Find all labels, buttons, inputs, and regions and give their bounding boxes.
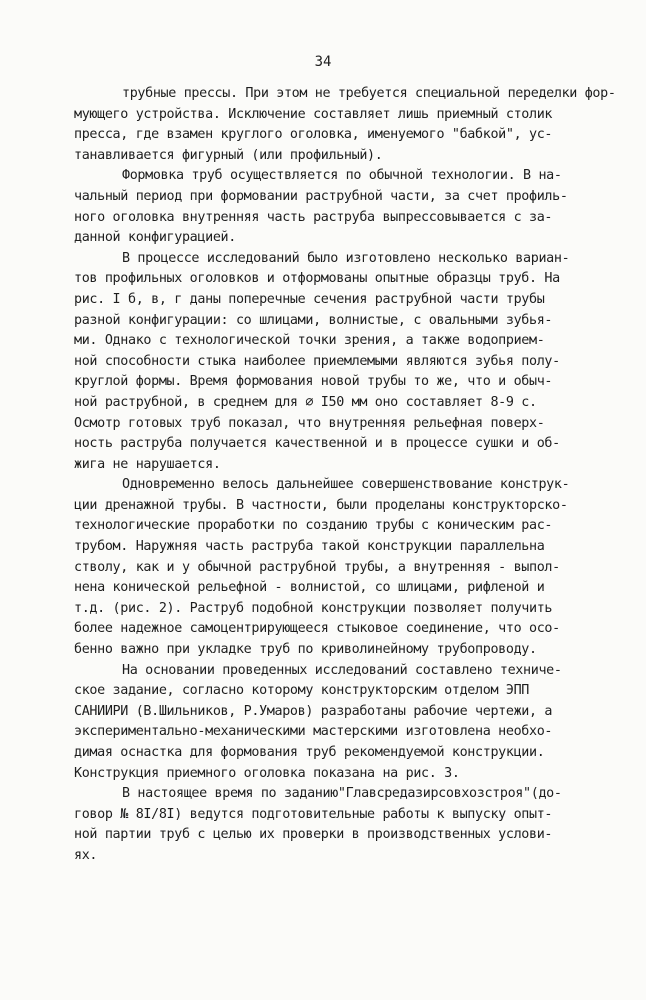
- paragraph: [74, 475, 594, 660]
- text-line: ного оголовка внутренняя часть раструба выпрессовывается с за-: [74, 209, 553, 225]
- text-line: стволу, как и у обычной раструбной трубы, а внутренняя - выпол-: [74, 559, 560, 575]
- text-line: т.д. (рис. 2). Раструб подобной конструкции позволяет получить: [74, 600, 553, 616]
- page-number: 34: [314, 54, 332, 70]
- document-body: [74, 84, 616, 867]
- text-line: ной партии труб с целью их проверки в производственных услови-: [74, 827, 553, 843]
- text-line: ность раструба получается качественной и в процессе сушки и об-: [74, 436, 560, 452]
- text-line: ной раструбной, в среднем для ∅ I50 мм оно составляет 8-9 с.: [74, 394, 537, 410]
- paragraph: [74, 166, 594, 248]
- text-line: ми. Однако с технологической точки зрения, а также водоприем-: [74, 333, 545, 349]
- text-line: В процессе исследований было изготовлено несколько вариан-: [122, 250, 570, 266]
- text-line: разной конфигурации: со шлицами, волнистые, с овальными зубья-: [74, 312, 553, 328]
- text-line: САНИИРИ (В.Шильников, Р.Умаров) разработаны рабочие чертежи, а: [74, 703, 553, 719]
- text-line: пресса, где взамен круглого оголовка, именуемого "бабкой", ус-: [74, 127, 553, 143]
- text-line: ское задание, согласно которому конструкторским отделом ЭПП: [74, 683, 529, 699]
- text-line: ции дренажной трубы. В частности, были проделаны конструкторско-: [74, 497, 568, 513]
- paragraph: [74, 249, 594, 476]
- text-line: Осмотр готовых труб показал, что внутренняя рельефная поверх-: [74, 415, 545, 431]
- text-line: ях.: [74, 847, 98, 863]
- text-line: димая оснастка для формования труб рекомендуемой конструкции.: [74, 745, 545, 760]
- text-line: говор № 8I/8I) ведутся подготовительные работы к выпуску опыт-: [74, 806, 553, 822]
- paragraph: [74, 784, 594, 866]
- text-line: ной способности стыка наиболее приемлемыми являются зубья полу-: [74, 353, 560, 369]
- text-line: На основании проведенных исследований составлено техниче-: [122, 662, 562, 678]
- text-line: трубные прессы. При этом не требуется специальной переделки фор-: [122, 86, 616, 101]
- text-line: бенно важно при укладке труб по криволинейному трубопроводу.: [74, 642, 537, 658]
- paragraph: [74, 661, 594, 785]
- text-line: круглой формы. Время формования новой трубы то же, что и обыч-: [74, 374, 553, 390]
- text-line: рис. I б, в, г даны поперечные сечения раструбной части трубы: [74, 291, 545, 307]
- text-line: танавливается фигурный (или профильный).: [74, 147, 383, 163]
- text-line: жига не нарушается.: [74, 456, 221, 472]
- text-line: данной конфигурацией.: [74, 230, 236, 246]
- text-line: мующего устройства. Исключение составляет лишь приемный столик: [74, 106, 553, 122]
- text-line: Одновременно велось дальнейшее совершенствование конструк-: [122, 477, 570, 493]
- text-line: нена конической рельефной - волнистой, со шлицами, рифленой и: [74, 580, 545, 596]
- text-line: трубом. Наружняя часть раструба такой конструкции параллельна: [74, 539, 545, 555]
- text-line: более надежное самоцентрирующееся стыковое соединение, что осо-: [74, 621, 560, 637]
- text-line: В настоящее время по заданию"Главсредазирсовхозстроя"(до-: [122, 786, 562, 802]
- text-line: экспериментально-механическими мастерскими изготовлена необхо-: [74, 724, 553, 740]
- text-line: чальный период при формовании раструбной части, за счет профиль-: [74, 188, 568, 204]
- paragraph: [74, 84, 616, 166]
- text-line: технологические проработки по созданию трубы с коническим рас-: [74, 518, 553, 534]
- text-line: Конструкция приемного оголовка показана на рис. 3.: [74, 765, 460, 781]
- text-line: Формовка труб осуществляется по обычной технологии. В на-: [122, 168, 562, 184]
- text-line: тов профильных оголовков и отформованы опытные образцы труб. На: [74, 271, 560, 287]
